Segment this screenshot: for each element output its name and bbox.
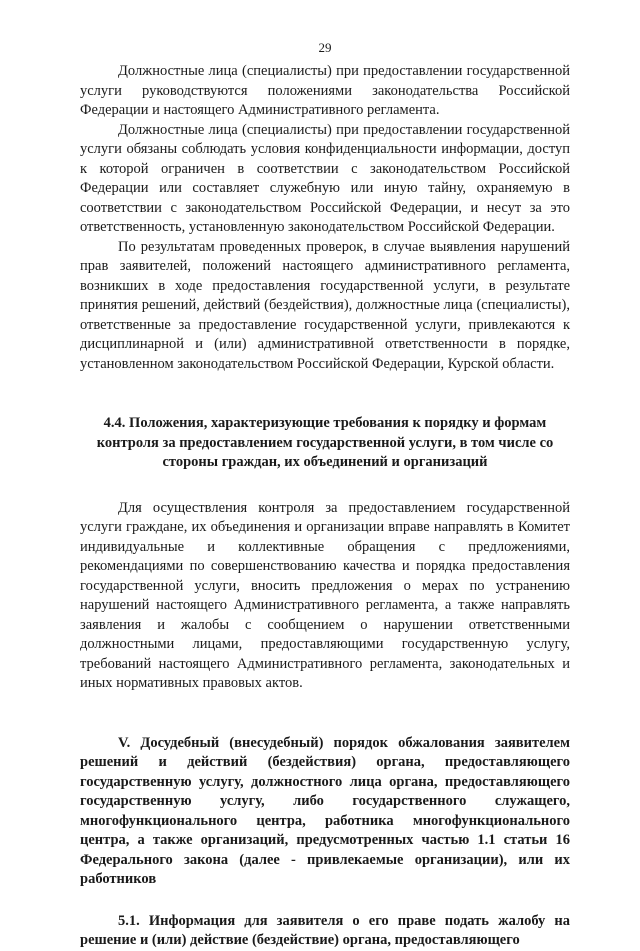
page-number: 29 xyxy=(318,40,332,55)
spacer xyxy=(80,694,570,734)
paragraph-officials-guidance: Должностные лица (специалисты) при предоставлении государственной услуги руководствуются положениями законодательства Российской Федерации и настоящего Административного регламента. xyxy=(80,63,570,118)
spacer xyxy=(80,374,570,414)
paragraph-confidentiality: Должностные лица (специалисты) при предоставлении государственной услуги обязаны соблюдать условия конфиденциальности информации, доступ к которой ограничен в соответствии с законодательством Российской Федерации или составляет служебную или иную тайну, охраняемую в соответствии с законодательством Российской Федерации, и несут за это ответственность, установленную законодательством Российской Федерации. xyxy=(80,121,570,235)
section-heading-5-1: 5.1. Информация для заявителя о его праве подать жалобу на решение и (или) действие (бездействие) органа, предоставляющего xyxy=(80,912,570,948)
section-heading-v: V. Досудебный (внесудебный) порядок обжалования заявителем решений и действий (бездействия) органа, предоставляющего государственную услугу, должностного лица органа, предоставляющего государственную услугу, либо государственного служащего, многофункционального центра, работника многофункционального центра, а также организаций, предусмотренных частью 1.1 статьи 16 Федерального закона (далее - привлекаемые организации), или их работников xyxy=(80,734,570,887)
section-heading-4-4: 4.4. Положения, характеризующие требования к порядку и формам контроля за предоставлением государственной услуги, в том числе со стороны граждан, их объединений и организаций xyxy=(96,415,554,470)
spacer xyxy=(80,473,570,499)
paragraph-liability: По результатам проведенных проверок, в случае выявления нарушений прав заявителей, положений настоящего административного регламента, возникших в ходе предоставления государственной услуги, в результате принятия решений, действий (бездействия), должностные лица (специалисты), ответственные за предоставление государственной услуги, привлекаются к дисциплинарной и (или) административной ответственности в порядке, установленном законодательством Российской Федерации, Курской области. xyxy=(80,238,570,372)
spacer xyxy=(80,890,570,912)
paragraph-citizen-control: Для осуществления контроля за предоставлением государственной услуги граждане, их объединения и организации вправе направлять в Комитет индивидуальные и коллективные обращения с предложениями, рекомендациями по совершенствованию качества и порядка предоставления государственной услуги, вносить предложения о мерах по устранению нарушений настоящего Административного регламента, а также направлять заявления и жалобы с сообщением о нарушении ответственными должностными лицами, предоставляющими государственную услугу, требований настоящего Административного регламента, законодательных и иных нормативных правовых актов. xyxy=(80,499,570,691)
